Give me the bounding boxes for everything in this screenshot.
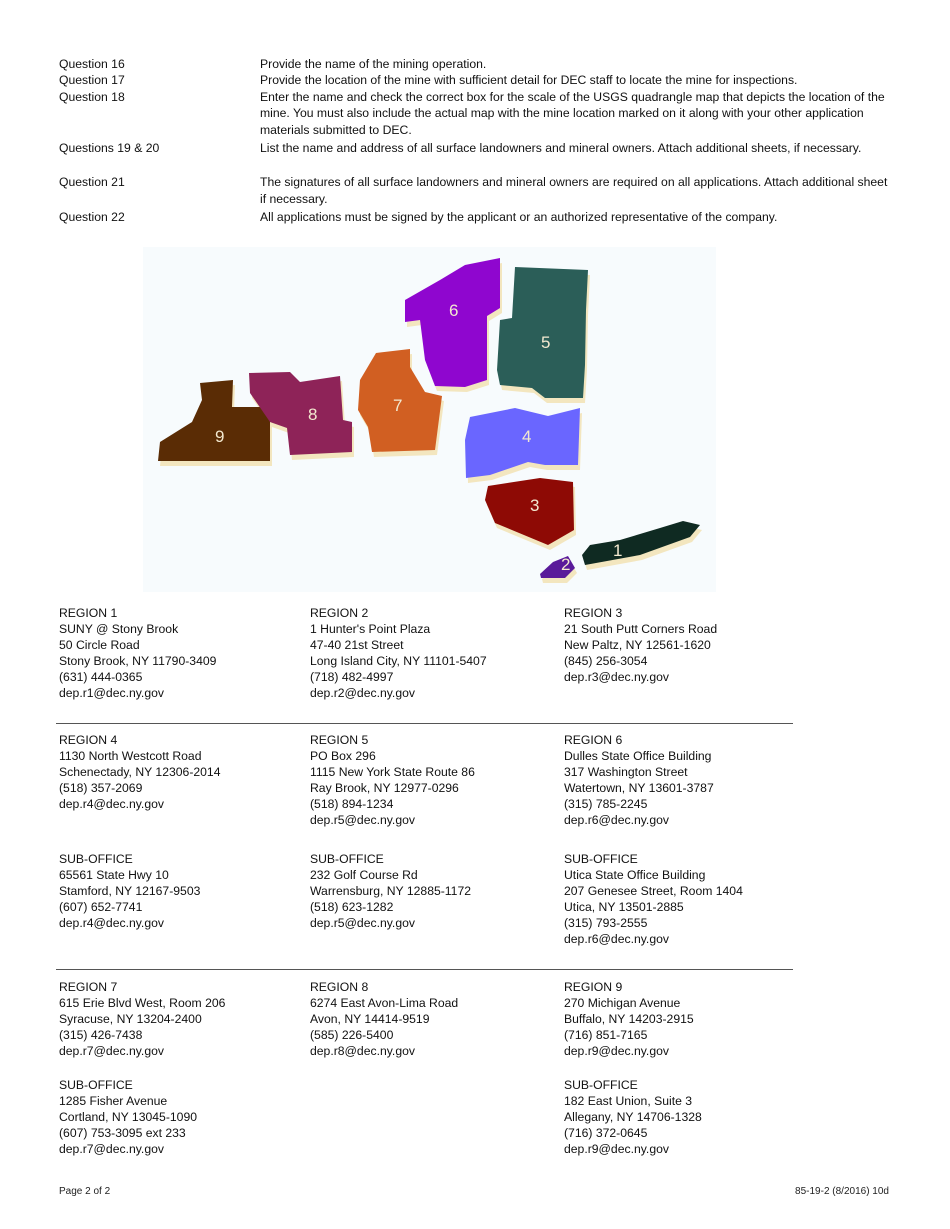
office-line: Ray Brook, NY 12977-0296 [310, 781, 459, 795]
office-title: SUB-OFFICE [310, 852, 384, 866]
question-text: All applications must be signed by the applicant or an authorized representative of the company. [260, 210, 778, 225]
office-line: 182 East Union, Suite 3 [564, 1094, 693, 1108]
instruction-row [59, 89, 889, 138]
instruction-row [59, 72, 889, 88]
office-line: 1285 Fisher Avenue [59, 1094, 168, 1108]
region-8-label: 8 [308, 405, 318, 424]
office-phone: (845) 256-3054 [564, 654, 648, 668]
office-title: REGION 4 [59, 733, 118, 747]
office-phone: (315) 426-7438 [59, 1028, 143, 1042]
region-2-label: 2 [561, 555, 571, 574]
office-email: dep.r9@dec.ny.gov [564, 1044, 669, 1058]
question-label: Question 21 [59, 175, 125, 190]
office-title: SUB-OFFICE [564, 1078, 638, 1092]
office-phone: (315) 785-2245 [564, 797, 648, 811]
office-phone: (716) 851-7165 [564, 1028, 648, 1042]
office-line: SUNY @ Stony Brook [59, 622, 179, 636]
question-text: Provide the name of the mining operation. [260, 57, 487, 71]
office-phone: (518) 357-2069 [59, 781, 143, 795]
question-text: The signatures of all surface landowners and mineral owners are required on all applications. Attach additional sheet if necessary. [260, 175, 888, 206]
office-title: REGION 2 [310, 606, 369, 620]
office-sub-region-5 [310, 851, 471, 931]
office-line: New Paltz, NY 12561-1620 [564, 638, 711, 652]
office-phone: (607) 652-7741 [59, 900, 143, 914]
office-region-7 [59, 979, 225, 1059]
office-phone: (718) 482-4997 [310, 670, 394, 684]
office-line: Stamford, NY 12167-9503 [59, 884, 201, 898]
office-sub-region-6 [564, 851, 743, 947]
office-title: REGION 3 [564, 606, 623, 620]
office-line: 6274 East Avon-Lima Road [310, 996, 459, 1010]
dec-regions-map [143, 247, 716, 592]
office-region-3 [564, 605, 717, 685]
office-email: dep.r7@dec.ny.gov [59, 1044, 164, 1058]
office-line: Schenectady, NY 12306-2014 [59, 765, 221, 779]
office-title: SUB-OFFICE [59, 1078, 133, 1092]
office-line: Long Island City, NY 11101-5407 [310, 654, 487, 668]
office-region-2 [310, 605, 487, 701]
instruction-row [59, 174, 889, 207]
form-id: 85-19-2 (8/2016) 10d [795, 1186, 889, 1197]
office-region-8 [310, 979, 458, 1059]
office-region-6 [564, 732, 714, 828]
office-title: SUB-OFFICE [59, 852, 133, 866]
office-line: Stony Brook, NY 11790-3409 [59, 654, 217, 668]
office-title: REGION 5 [310, 733, 369, 747]
region-9-label: 9 [215, 427, 225, 446]
question-label: Question 22 [59, 210, 125, 225]
office-line: 207 Genesee Street, Room 1404 [564, 884, 743, 898]
instructions-table [59, 56, 889, 226]
region-4-label: 4 [522, 427, 532, 446]
region-5-label: 5 [541, 333, 551, 352]
question-label: Question 16 [59, 57, 125, 71]
office-line: 232 Golf Course Rd [310, 868, 418, 882]
office-line: Utica State Office Building [564, 868, 706, 882]
office-title: REGION 9 [564, 980, 623, 994]
office-email: dep.r4@dec.ny.gov [59, 916, 164, 930]
office-phone: (716) 372-0645 [564, 1126, 648, 1140]
office-line: Utica, NY 13501-2885 [564, 900, 684, 914]
office-email: dep.r6@dec.ny.gov [564, 813, 669, 827]
office-line: Buffalo, NY 14203-2915 [564, 1012, 694, 1026]
office-line: 1130 North Westcott Road [59, 749, 202, 763]
office-email: dep.r3@dec.ny.gov [564, 670, 669, 684]
office-line: Avon, NY 14414-9519 [310, 1012, 430, 1026]
office-email: dep.r2@dec.ny.gov [310, 686, 415, 700]
office-line: 47-40 21st Street [310, 638, 404, 652]
office-line: PO Box 296 [310, 749, 376, 763]
office-line: 50 Circle Road [59, 638, 140, 652]
office-title: REGION 8 [310, 980, 369, 994]
office-phone: (518) 894-1234 [310, 797, 394, 811]
office-line: 317 Washington Street [564, 765, 688, 779]
office-line: Cortland, NY 13045-1090 [59, 1110, 197, 1124]
section-divider [56, 969, 793, 970]
office-region-1 [59, 605, 216, 701]
office-phone: (518) 623-1282 [310, 900, 394, 914]
office-line: Dulles State Office Building [564, 749, 712, 763]
question-label: Question 18 [59, 89, 125, 104]
question-text: Provide the location of the mine with sufficient detail for DEC staff to locate the mine for inspections. [260, 73, 798, 88]
office-sub-region-9 [564, 1077, 702, 1157]
office-line: 65561 State Hwy 10 [59, 868, 169, 882]
office-email: dep.r7@dec.ny.gov [59, 1142, 164, 1156]
office-title: REGION 6 [564, 733, 623, 747]
region-7-label: 7 [393, 396, 403, 415]
instruction-row [59, 140, 889, 156]
instruction-row [59, 56, 889, 72]
office-email: dep.r4@dec.ny.gov [59, 797, 164, 811]
region-1-label: 1 [613, 541, 623, 560]
region-6-label: 6 [449, 301, 459, 320]
office-title: REGION 7 [59, 980, 118, 994]
region-3-label: 3 [530, 496, 540, 515]
office-line: 1 Hunter's Point Plaza [310, 622, 431, 636]
office-line: 270 Michigan Avenue [564, 996, 681, 1010]
question-label: Questions 19 & 20 [59, 141, 160, 156]
office-phone: (631) 444-0365 [59, 670, 143, 684]
instruction-row [59, 209, 889, 225]
office-email: dep.r1@dec.ny.gov [59, 686, 164, 700]
office-line: Warrensburg, NY 12885-1172 [310, 884, 472, 898]
page-number: Page 2 of 2 [59, 1186, 111, 1197]
office-region-9 [564, 979, 694, 1059]
office-email: dep.r5@dec.ny.gov [310, 813, 415, 827]
office-phone: (607) 753-3095 ext 233 [59, 1126, 186, 1140]
section-divider [56, 723, 793, 724]
office-email: dep.r6@dec.ny.gov [564, 932, 669, 946]
office-line: 21 South Putt Corners Road [564, 622, 718, 636]
office-sub-region-7 [59, 1077, 197, 1157]
office-email: dep.r8@dec.ny.gov [310, 1044, 415, 1058]
office-line: Syracuse, NY 13204-2400 [59, 1012, 202, 1026]
office-email: dep.r5@dec.ny.gov [310, 916, 415, 930]
office-line: Allegany, NY 14706-1328 [564, 1110, 702, 1124]
office-title: REGION 1 [59, 606, 118, 620]
office-email: dep.r9@dec.ny.gov [564, 1142, 669, 1156]
office-region-5 [310, 732, 475, 828]
office-title: SUB-OFFICE [564, 852, 638, 866]
office-line: 1115 New York State Route 86 [310, 765, 475, 779]
office-sub-region-4 [59, 851, 200, 931]
question-text: Enter the name and check the correct box for the scale of the USGS quadrangle map that depicts the location of the mine. You must also include the actual map with the mine location marked on it along with your other application materials submitted to DEC. [260, 89, 885, 137]
office-region-4 [59, 732, 221, 812]
question-label: Question 17 [59, 73, 125, 88]
office-phone: (585) 226-5400 [310, 1028, 394, 1042]
office-phone: (315) 793-2555 [564, 916, 648, 930]
office-line: Watertown, NY 13601-3787 [564, 781, 714, 795]
office-line: 615 Erie Blvd West, Room 206 [59, 996, 226, 1010]
question-text: List the name and address of all surface landowners and mineral owners. Attach additional sheets, if necessary. [260, 141, 862, 156]
